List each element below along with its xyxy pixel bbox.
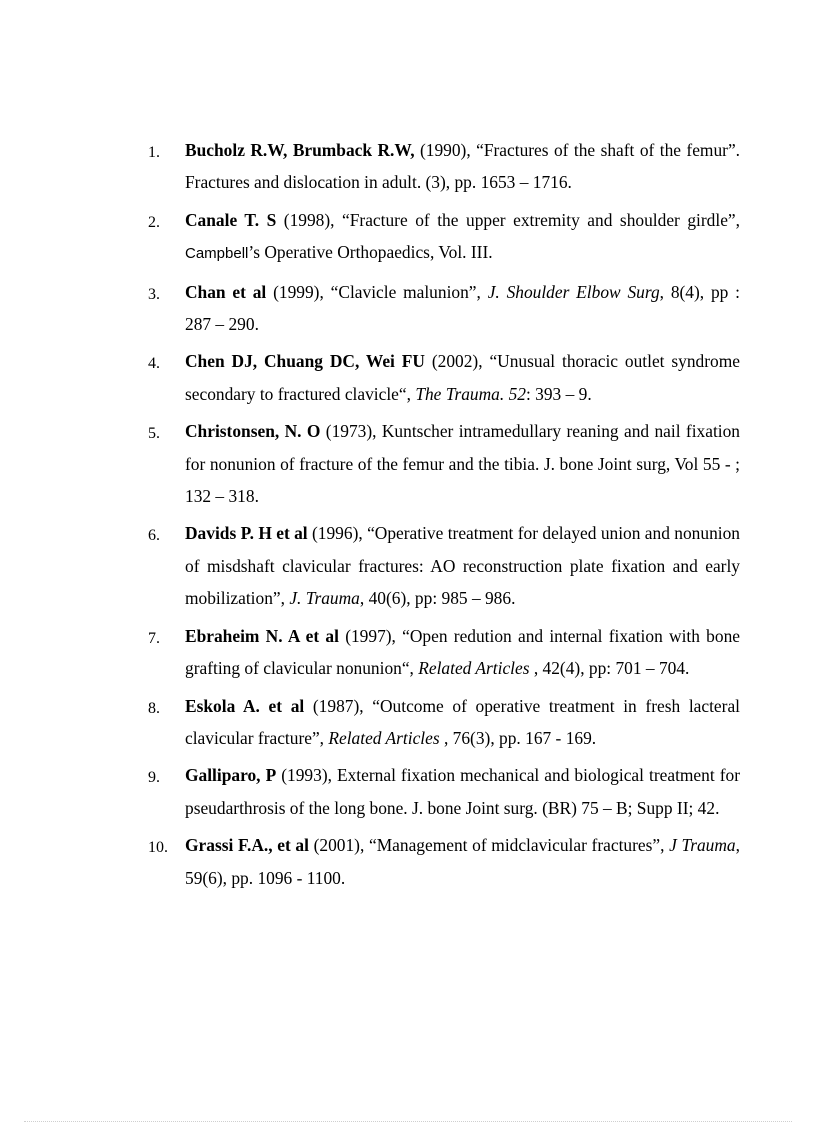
- reference-number: 6.: [148, 527, 160, 545]
- reference-item: [140, 134, 740, 199]
- reference-item: [140, 204, 740, 271]
- reference-number: 10.: [148, 839, 168, 857]
- reference-journal: Related Articles: [328, 727, 440, 748]
- page-bottom-divider: [24, 1121, 792, 1122]
- reference-text: (1997), “Open redution and internal fixation with bone grafting of clavicular nonunion“,: [185, 625, 740, 679]
- reference-text-small: Campbell: [185, 245, 249, 263]
- reference-item: [140, 415, 740, 512]
- reference-text: : 393 – 9.: [525, 383, 592, 404]
- reference-text: , 76(3), pp. 167 - 169.: [439, 727, 597, 748]
- reference-text: , 40(6), pp: 985 – 986.: [359, 588, 516, 609]
- reference-journal: J. Trauma: [289, 588, 360, 609]
- reference-text: (2002), “Unusual thoracic outlet syndrome secondary to fractured clavicle“,: [185, 351, 740, 404]
- reference-number: 9.: [148, 769, 160, 787]
- reference-authors: Galliparo, P: [185, 765, 277, 786]
- reference-journal: J. Shoulder Elbow Surg: [487, 281, 660, 302]
- reference-authors: Grassi F.A., et al: [185, 835, 309, 856]
- reference-text: ’s Operative Orthopaedics, Vol. III.: [248, 242, 493, 263]
- reference-number: 1.: [148, 144, 160, 161]
- reference-authors: Christonsen, N. O: [185, 421, 321, 442]
- reference-text: (1993), External fixation mechanical and biological treatment for pseudarthrosis of the long bone. J. bone Joint surg. (BR) 75 – B; Supp II; 42.: [185, 765, 740, 818]
- reference-authors: Canale T. S: [185, 209, 277, 230]
- reference-item: [140, 829, 740, 894]
- reference-authors: Chan et al: [185, 281, 267, 302]
- reference-text: (1999), “Clavicle malunion”,: [266, 281, 488, 302]
- reference-number: 3.: [148, 285, 160, 303]
- reference-authors: Ebraheim N. A et al: [185, 625, 339, 646]
- reference-text: (1973), Kuntscher intramedullary reaning and nail fixation for nonunion of fracture of the femur and the tibia. J. bone Joint surg, Vol 55 - ; 132 – 318.: [185, 421, 741, 507]
- reference-item: [140, 759, 740, 824]
- reference-item: [140, 517, 740, 614]
- reference-journal: The Trauma. 52: [415, 383, 526, 404]
- reference-text: (2001), “Management of midclavicular fractures”,: [308, 835, 670, 856]
- reference-text: (1990), “Fractures of the shaft of the femur”. Fractures and dislocation in adult. (3), pp. 1653 – 1716.: [185, 140, 741, 193]
- reference-journal: Related Articles: [418, 658, 530, 679]
- reference-item: [140, 620, 740, 685]
- reference-item: [140, 690, 740, 755]
- reference-number: 7.: [148, 629, 160, 647]
- reference-number: 4.: [148, 355, 160, 373]
- reference-number: 2.: [148, 213, 160, 231]
- reference-text: , 42(4), pp: 701 – 704.: [529, 658, 690, 679]
- reference-authors: Bucholz R.W, Brumback R.W,: [185, 140, 415, 160]
- reference-authors: Eskola A. et al: [185, 695, 305, 716]
- reference-number: 5.: [148, 425, 160, 443]
- reference-authors: Davids P. H et al: [185, 523, 308, 544]
- reference-text: , 59(6), pp. 1096 - 1100.: [185, 835, 740, 888]
- reference-authors: Chen DJ, Chuang DC, Wei FU: [185, 351, 425, 372]
- reference-item: [140, 345, 740, 410]
- reference-number: 8.: [148, 699, 160, 717]
- reference-journal: J Trauma: [669, 835, 736, 856]
- reference-text: (1998), “Fracture of the upper extremity and shoulder girdle”,: [276, 209, 740, 230]
- reference-text: (1987), “Outcome of operative treatment in fresh lacteral clavicular fracture”,: [185, 695, 740, 748]
- reference-text: , 8(4), pp : 287 – 290.: [185, 281, 740, 335]
- reference-list: [140, 134, 740, 899]
- reference-item: [140, 276, 740, 341]
- reference-text: (1996), “Operative treatment for delayed union and nonunion of misdshaft clavicular fractures: AO reconstruction plate fixation and early mobilization”,: [185, 523, 740, 609]
